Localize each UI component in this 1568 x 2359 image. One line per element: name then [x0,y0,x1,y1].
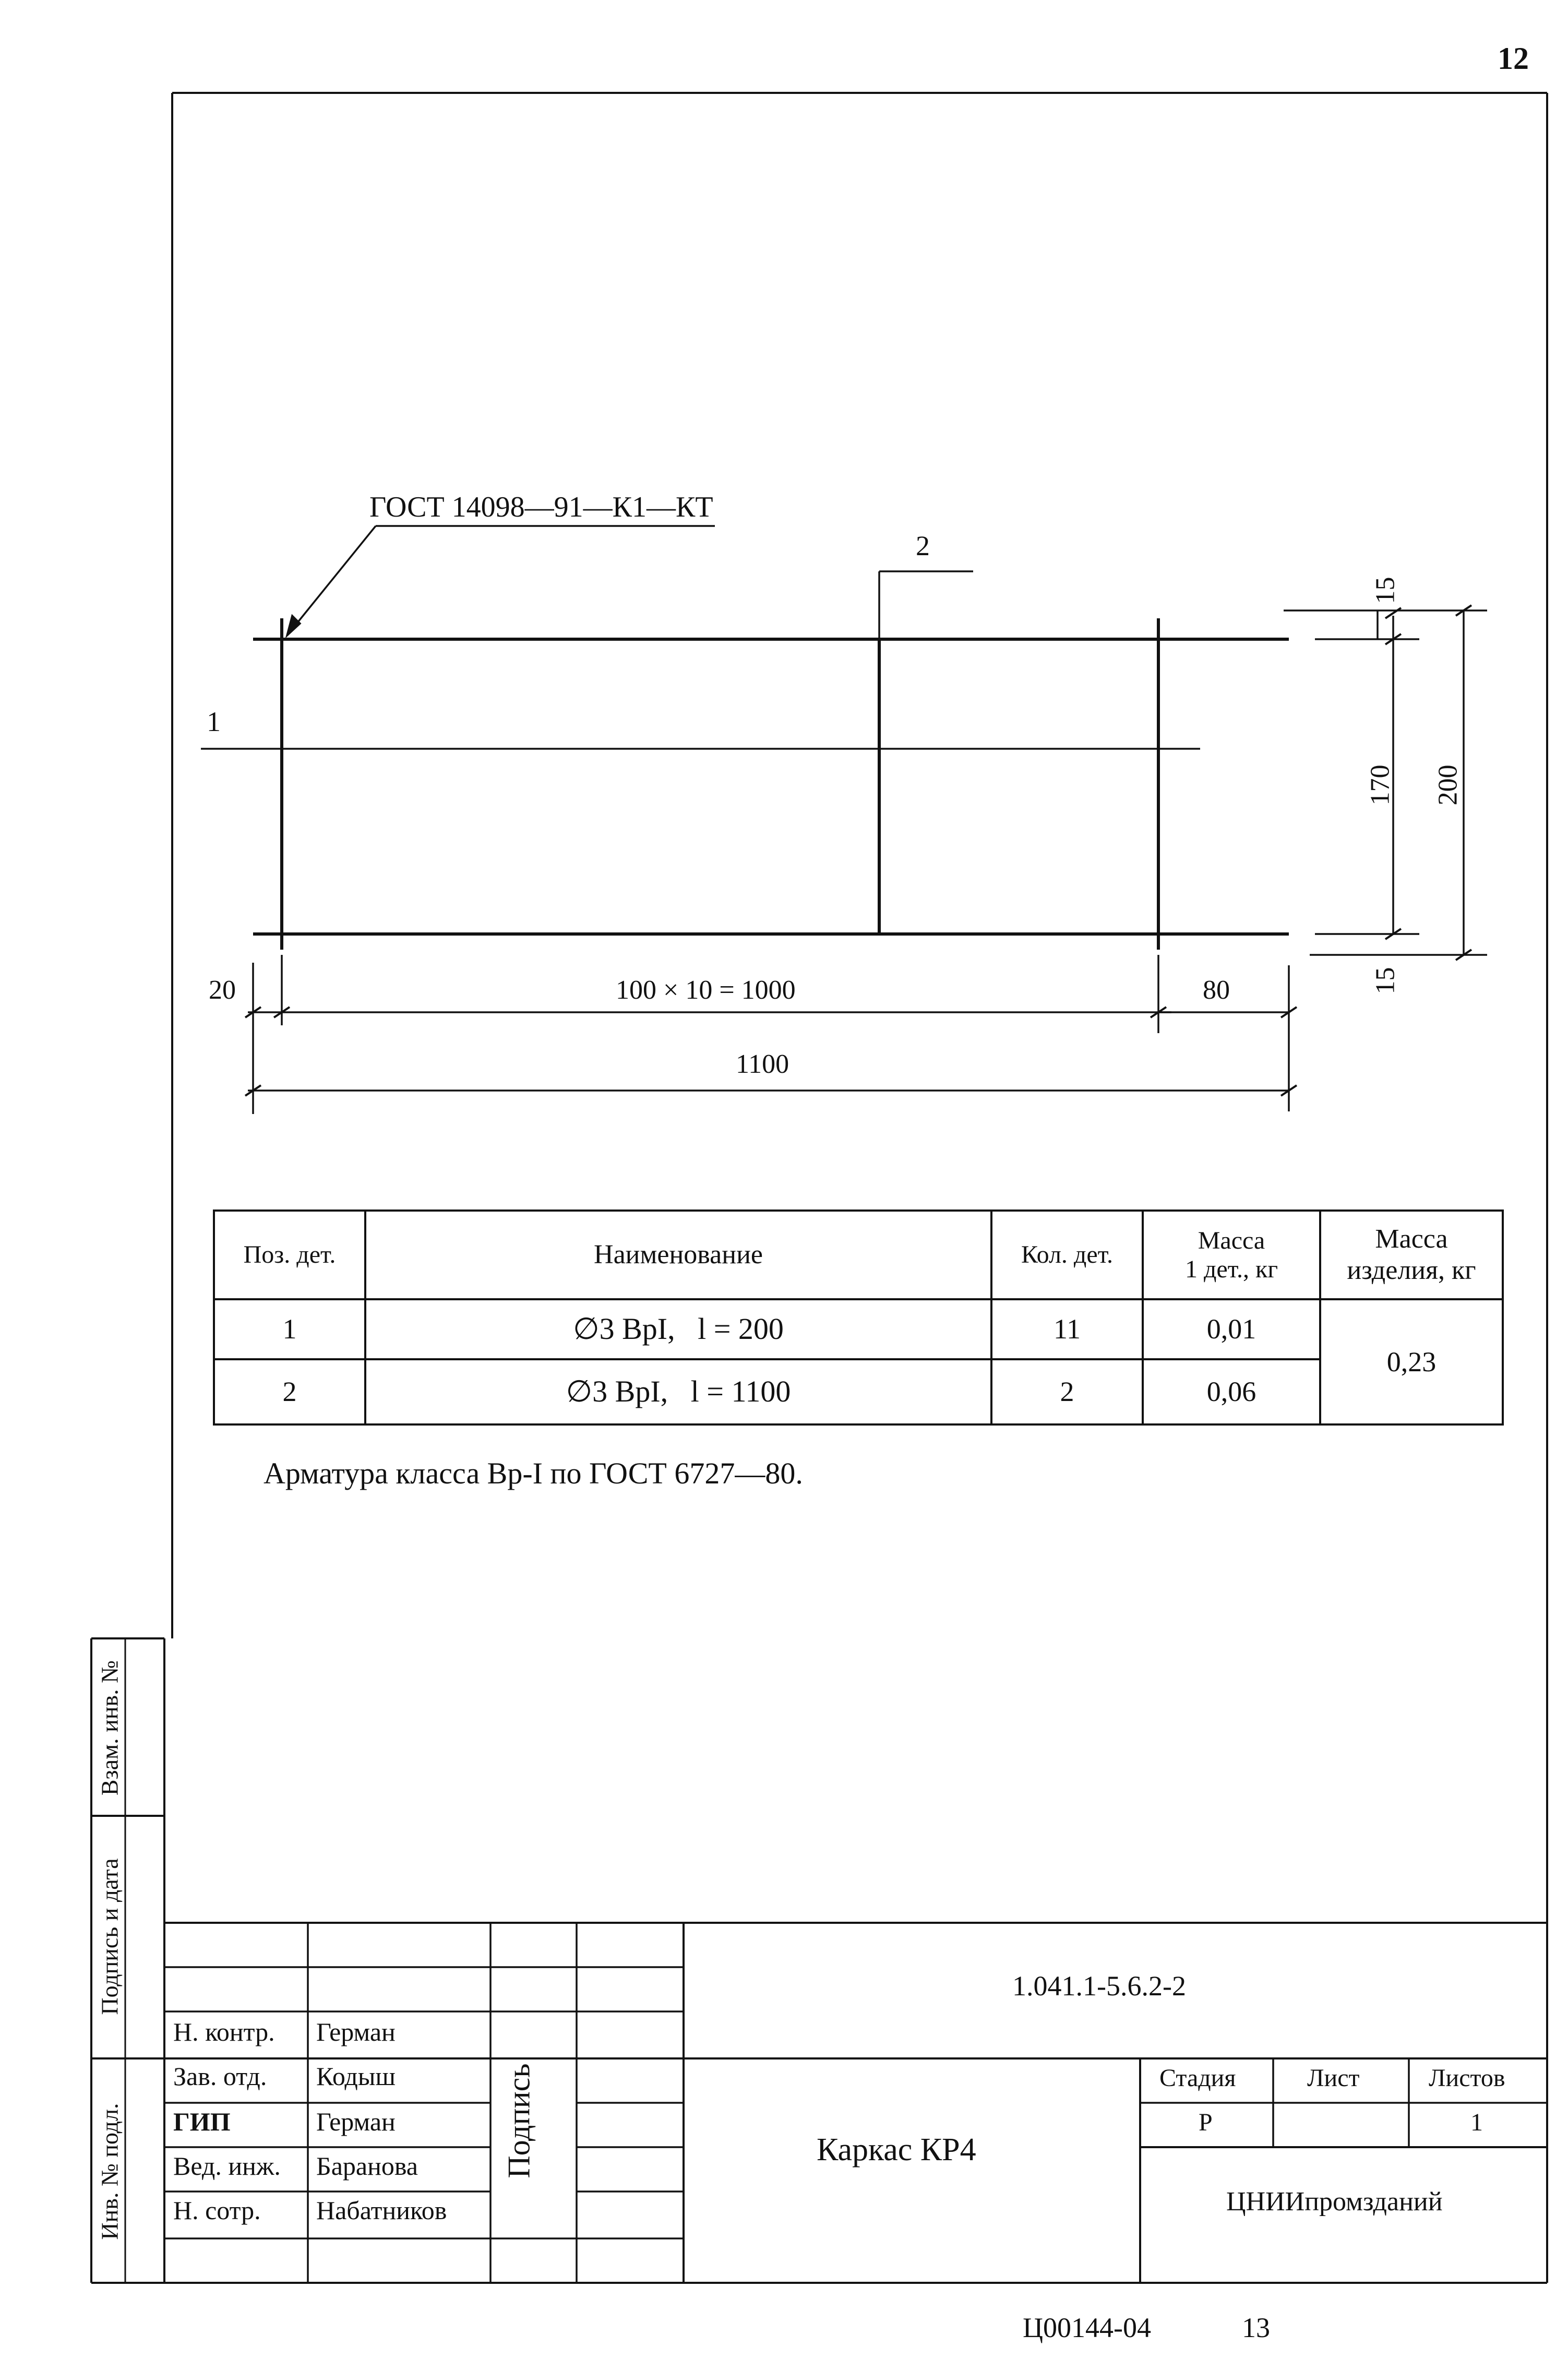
note-text: Арматура класса Вр-I по ГОСТ 6727—80. [264,1456,803,1490]
header-mass-total-line1: Масса [1375,1224,1448,1254]
dim-middle: 170 [1365,764,1395,806]
staff-role: Зав. отд. [173,2062,267,2091]
dim-spacing: 100 × 10 = 1000 [616,975,796,1005]
staff-name: Набатников [316,2196,447,2225]
header-mass-total-line2: изделия, кг [1347,1255,1476,1285]
page-number: 12 [1498,41,1529,76]
row2-pos: 2 [282,1376,297,1408]
dim-top: 15 [1370,577,1401,604]
sheet-header: Лист [1307,2064,1360,2092]
total-mass: 0,23 [1386,1346,1437,1378]
side-stamp-signature-date: Подпись и дата [96,1858,123,2015]
header-mass-unit-line1: Масса [1198,1226,1265,1254]
header-name: Наименование [594,1240,763,1270]
position-2-label: 2 [916,530,930,561]
dim-left-offset: 20 [209,975,236,1005]
row1-mass: 0,01 [1206,1313,1256,1345]
sheets-header: Листов [1429,2064,1505,2092]
staff-role: Н. сотр. [173,2196,261,2225]
weld-callout: ГОСТ 14098—91—К1—КТ [369,491,713,523]
side-stamp-inv-original: Инв. № подл. [96,2103,123,2240]
dim-right-offset: 80 [1203,975,1230,1005]
leaders [201,526,1200,749]
position-1-label: 1 [207,706,221,737]
title-block-grid [164,1923,1547,2283]
side-stamp-replace-inv: Взам. инв. № [96,1660,123,1796]
document-title: Каркас КР4 [817,2132,976,2168]
header-mass-total [1320,1211,1503,1299]
row2-name: ∅3 ВрI, l = 1100 [566,1374,791,1409]
staff-name: Герман [316,2017,396,2046]
footer-page: 13 [1242,2312,1270,2343]
header-mass-unit-line2: 1 дет., кг [1184,1255,1278,1283]
staff-name: Герман [316,2107,396,2136]
row1-name: ∅3 ВрI, l = 200 [573,1312,784,1346]
dim-total-length: 1100 [736,1049,789,1079]
document-code: 1.041.1-5.6.2-2 [1012,1970,1186,2002]
header-qty: Кол. дет. [1021,1241,1114,1269]
staff-name: Кодыш [316,2062,396,2091]
staff-role: Н. контр. [173,2017,275,2046]
signature-column-label: Подпись [501,2063,536,2178]
footer-code: Ц00144-04 [1023,2312,1151,2343]
dim-total-height: 200 [1433,764,1463,806]
stage-value: Р [1199,2109,1213,2136]
cage-bars [253,618,1289,950]
stage-header: Стадия [1159,2064,1236,2092]
dim-bottom: 15 [1370,967,1401,995]
header-mass-unit [1143,1211,1320,1299]
sheets-value: 1 [1470,2109,1483,2136]
sheet-frame [91,93,1547,2283]
staff-role: ГИП [173,2107,231,2136]
staff-role: Вед. инж. [173,2151,281,2181]
header-pos: Поз. дет. [243,1241,336,1269]
organization: ЦНИИпромзданий [1226,2187,1443,2217]
row1-pos: 1 [282,1313,297,1345]
row2-mass: 0,06 [1206,1376,1256,1408]
staff-name: Баранова [316,2151,418,2181]
row2-qty: 2 [1060,1376,1074,1408]
row1-qty: 11 [1054,1313,1081,1345]
